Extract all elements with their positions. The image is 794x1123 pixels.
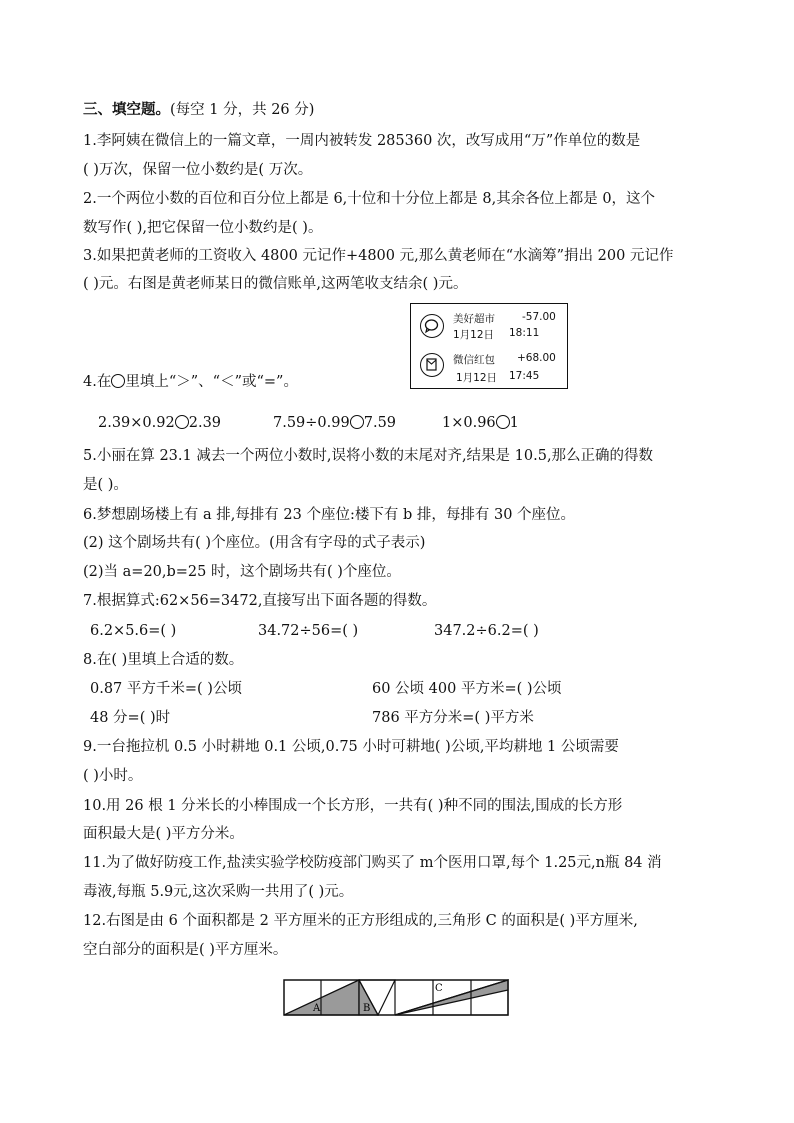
- q4-prefix: 4.在: [83, 374, 112, 390]
- q11-line1: 11.为了做好防疫工作,盐渎实验学校防疫部门购买了 m个医用口罩,每个 1.25元,n瓶 84 消: [83, 855, 662, 871]
- q7-e3: 347.2÷6.2=( ): [434, 623, 539, 639]
- bill-item-supermarket: [411, 307, 567, 347]
- bill-item2-amount: +68.00: [517, 352, 556, 364]
- squares-figure: [283, 979, 509, 1016]
- section-heading: [83, 100, 314, 120]
- q9-line1: 9.一台拖拉机 0.5 小时耕地 0.1 公顷,0.75 小时可耕地( )公顷,平均耕地 1 公顷需要: [83, 739, 619, 755]
- bill-item1-amount: -57.00: [522, 311, 556, 323]
- circle-blank-icon[interactable]: [350, 415, 364, 429]
- q8-e1: 0.87 平方千米=( )公顷: [90, 681, 242, 697]
- q11-line2: 毒液,每瓶 5.9元,这次采购一共用了( )元。: [83, 884, 354, 900]
- q6-sub1: (2) 这个剧场共有( )个座位。(用含有字母的式子表示): [83, 535, 426, 551]
- bill-item2-date: 1月12日: [456, 372, 498, 384]
- q4-compare-1: [98, 413, 221, 433]
- q4-e2-left: 7.59÷0.99: [273, 415, 350, 431]
- bill-item1-name: 美好超市: [453, 313, 495, 325]
- q3-line2: ( )元。右图是黄老师某日的微信账单,这两笔收支结余( )元。: [83, 276, 468, 292]
- bill-item2-time: 17:45: [509, 370, 540, 382]
- q2-line1: 2.一个两位小数的百位和百分位上都是 6,十位和十分位上都是 8,其余各位上都是 0，这个: [83, 191, 656, 207]
- q8-line1: 8.在( )里填上合适的数。: [83, 652, 244, 668]
- bill-item1-time: 18:11: [509, 327, 540, 339]
- q12-line1: 12.右图是由 6 个面积都是 2 平方厘米的正方形组成的,三角形 C 的面积是( )平方厘米,: [83, 913, 638, 929]
- q4-suffix: 里填上“＞”、“＜”或“=”。: [125, 374, 298, 390]
- q12-line2: 空白部分的面积是( )平方厘米。: [83, 942, 288, 958]
- section-note: (每空 1 分，共 26 分): [170, 102, 315, 118]
- q8-e4: 786 平方分米=( )平方米: [372, 710, 534, 726]
- q9-line2: ( )小时。: [83, 768, 143, 784]
- label-a: A: [313, 1003, 321, 1014]
- q1-line2: ( )万次，保留一位小数约是( 万次。: [83, 162, 313, 178]
- q4-line1: [83, 372, 298, 392]
- chat-bubble-icon: [420, 314, 444, 338]
- section-title: 三、填空题。: [83, 102, 170, 118]
- q6-sub2: (2)当 a=20,b=25 时，这个剧场共有( )个座位。: [83, 564, 401, 580]
- q4-e1-left: 2.39×0.92: [98, 415, 175, 431]
- q4-compare-3: [442, 413, 519, 433]
- q8-e3: 48 分=( )时: [90, 710, 171, 726]
- label-c: C: [435, 983, 443, 994]
- q1-line1: 1.李阿姨在微信上的一篇文章，一周内被转发 285360 次，改写成用“万”作单位的数是: [83, 133, 641, 149]
- bill-item2-name: 微信红包: [453, 354, 495, 366]
- circle-blank-icon[interactable]: [175, 415, 189, 429]
- q2-line2: 数写作( ),把它保留一位小数约是( )。: [83, 220, 323, 236]
- q7-e1: 6.2×5.6=( ): [90, 623, 177, 639]
- circle-blank-icon: [111, 374, 125, 388]
- q7-line1: 7.根据算式:62×56=3472,直接写出下面各题的得数。: [83, 593, 437, 609]
- q5-line2: 是( )。: [83, 477, 128, 493]
- bill-item-redpacket: [411, 348, 567, 388]
- bill-item1-date: 1月12日: [453, 329, 495, 341]
- q4-e3-right: 1: [509, 415, 519, 431]
- q10-line2: 面积最大是( )平方分米。: [83, 826, 244, 842]
- q7-e2: 34.72÷56=( ): [258, 623, 359, 639]
- q4-e1-right: 2.39: [188, 415, 222, 431]
- q8-e2: 60 公顷 400 平方米=( )公顷: [372, 681, 562, 697]
- q4-e2-right: 7.59: [363, 415, 397, 431]
- circle-blank-icon[interactable]: [496, 415, 510, 429]
- q5-line1: 5.小丽在算 23.1 减去一个两位小数时,误将小数的末尾对齐,结果是 10.5,那么正确的得数: [83, 448, 654, 464]
- q10-line1: 10.用 26 根 1 分米长的小棒围成一个长方形，一共有( )种不同的围法,围成的长方形: [83, 798, 623, 814]
- label-b: B: [363, 1003, 371, 1014]
- red-packet-icon: [420, 353, 444, 377]
- q6-line1: 6.梦想剧场楼上有 a 排,每排有 23 个座位:楼下有 b 排，每排有 30 个座位。: [83, 507, 576, 523]
- q4-e3-left: 1×0.96: [442, 415, 496, 431]
- q3-line1: 3.如果把黄老师的工资收入 4800 元记作+4800 元,那么黄老师在“水滴筹”捐出 200 元记作: [83, 248, 674, 264]
- wechat-bill: [410, 303, 568, 389]
- q4-compare-2: [273, 413, 396, 433]
